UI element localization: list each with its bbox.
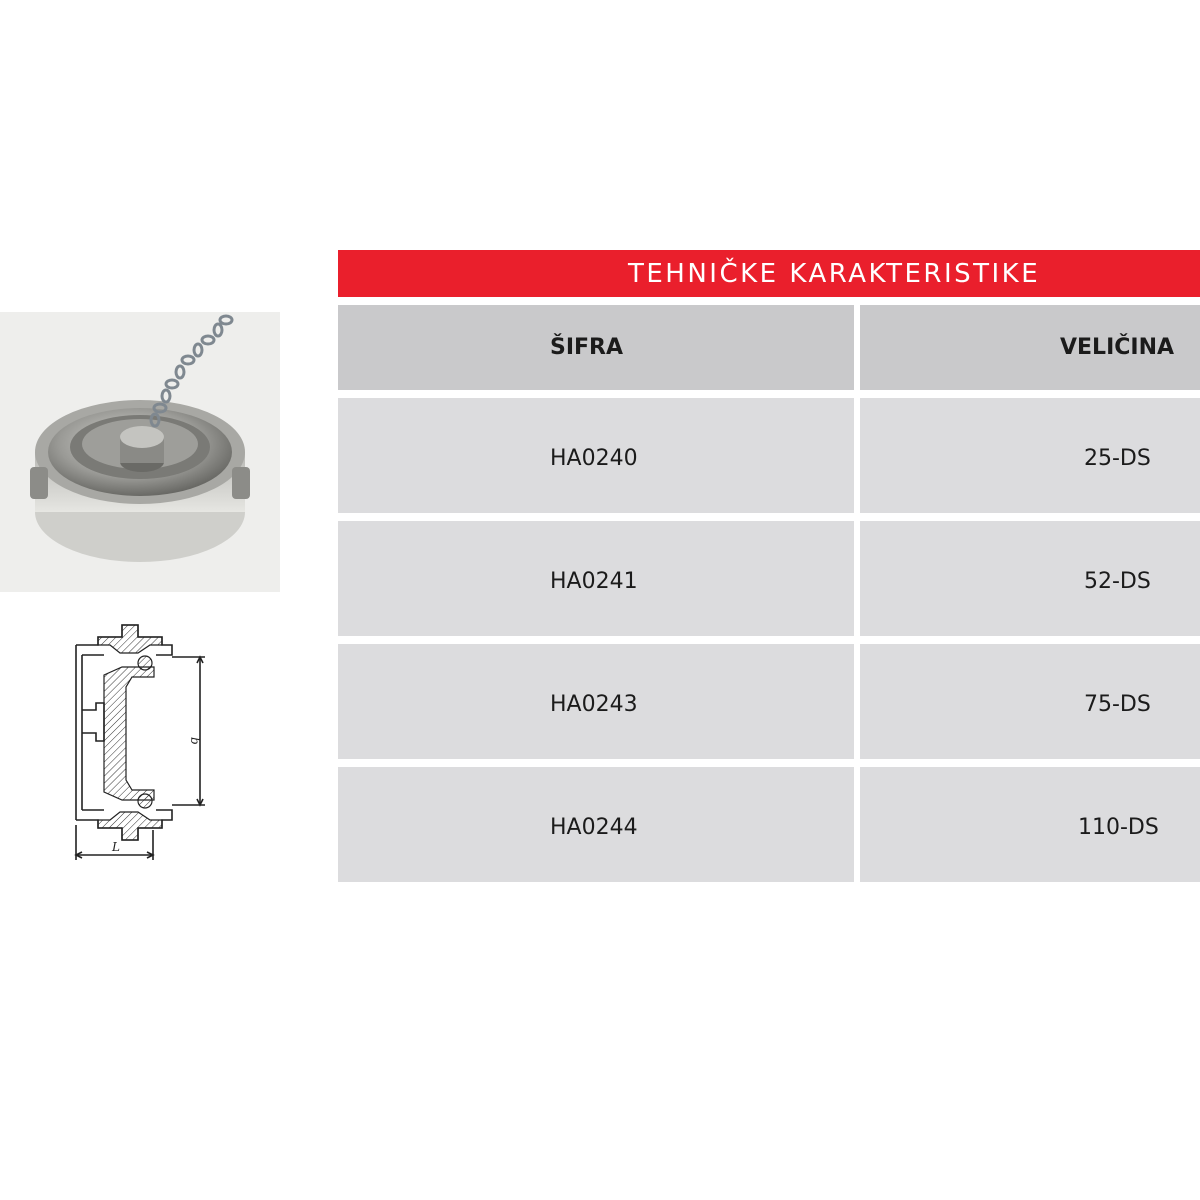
size-value: 75-DS bbox=[1084, 692, 1151, 717]
size-value: 52-DS bbox=[1084, 569, 1151, 594]
table-row-code-cell bbox=[338, 521, 854, 636]
spec-title-bar bbox=[338, 250, 1200, 297]
table-row-code-cell bbox=[338, 398, 854, 513]
column-header-size bbox=[860, 305, 1200, 390]
column-header-code bbox=[338, 305, 854, 390]
code-value: HA0240 bbox=[550, 446, 638, 471]
code-value: HA0241 bbox=[550, 569, 638, 594]
table-row-size-cell bbox=[860, 521, 1200, 636]
column-header-code-label: ŠIFRA bbox=[550, 335, 624, 360]
table-row-size-cell bbox=[860, 398, 1200, 513]
code-value: HA0244 bbox=[550, 815, 638, 840]
dimension-b-label: b bbox=[188, 737, 202, 745]
technical-drawing bbox=[60, 615, 210, 870]
spec-title: TEHNIČKE KARAKTERISTIKE bbox=[628, 259, 1041, 289]
size-value: 110-DS bbox=[1078, 815, 1159, 840]
table-row-size-cell bbox=[860, 767, 1200, 882]
table-row-code-cell bbox=[338, 644, 854, 759]
column-header-size-label: VELIČINA bbox=[1060, 335, 1175, 360]
code-value: HA0243 bbox=[550, 692, 638, 717]
product-photo bbox=[0, 312, 280, 592]
table-row-size-cell bbox=[860, 644, 1200, 759]
table-row-code-cell bbox=[338, 767, 854, 882]
size-value: 25-DS bbox=[1084, 446, 1151, 471]
dimension-l-label: L bbox=[112, 840, 120, 854]
